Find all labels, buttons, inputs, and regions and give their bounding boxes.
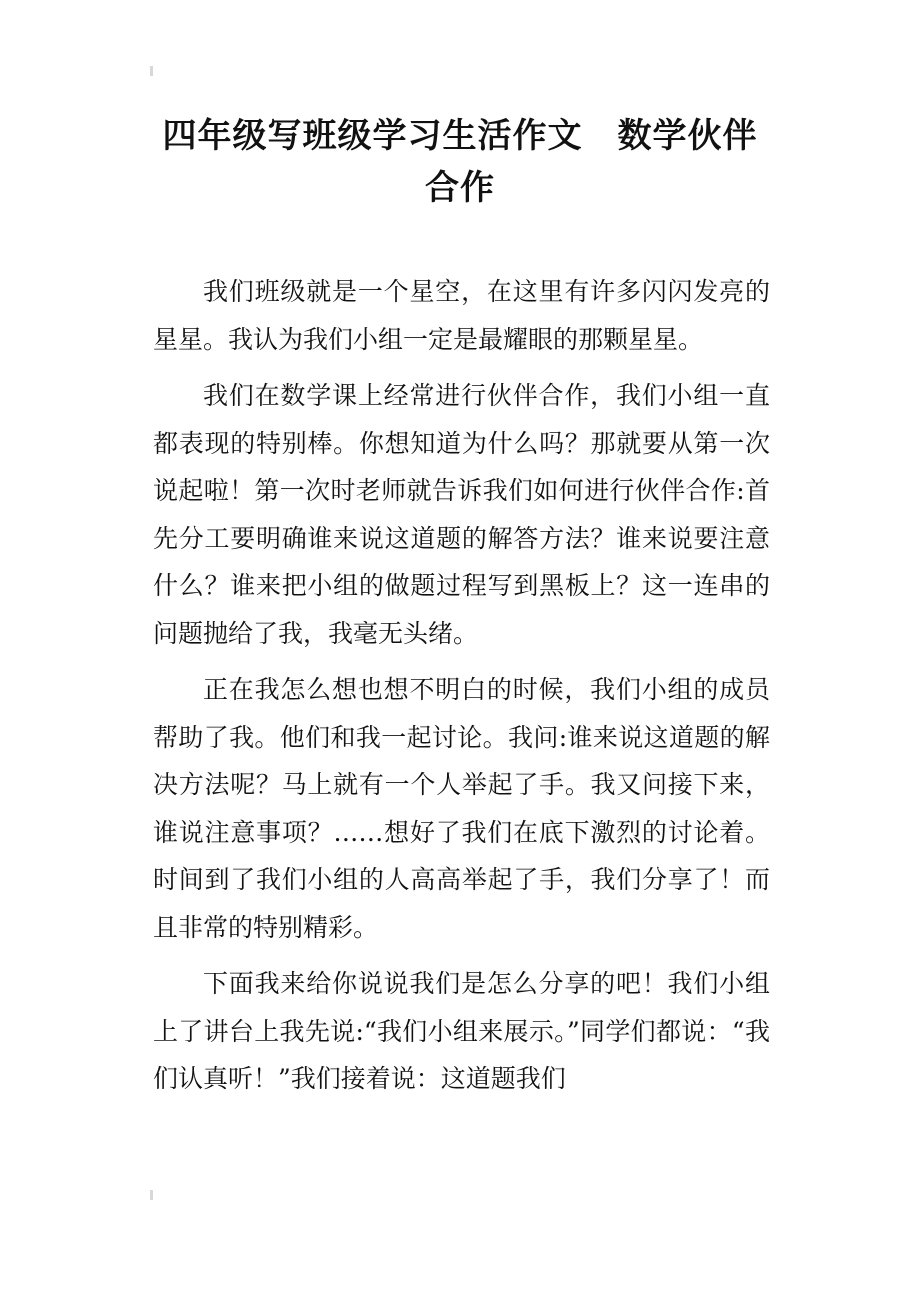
paragraph-2: 我们在数学课上经常进行伙伴合作，我们小组一直都表现的特别棒。你想知道为什么吗？那就要从第一次说起啦！第一次时老师就告诉我们如何进行伙伴合作:首先分工要明确谁来说这道题的解答方法？谁来说要注意什么？谁来把小组的做题过程写到黑板上？这一连串的问题抛给了我，我毫无头绪。 (153, 381, 770, 648)
paragraph-1: 我们班级就是一个星空，在这里有许多闪闪发亮的星星。我认为我们小组一定是最耀眼的那颗星星。 (153, 277, 770, 354)
corner-mark (150, 1190, 153, 1200)
page-title: 四年级写班级学习生活作文 数学伙伴合作 (162, 116, 758, 208)
article-body (153, 268, 770, 1112)
corner-mark (150, 66, 153, 76)
paragraph-4: 下面我来给你说说我们是怎么分享的吧！我们小组上了讲台上我先说:“我们小组来展示。”同学们都说：“我们认真听！”我们接着说：这道题我们 (153, 969, 770, 1093)
paragraph-3: 正在我怎么想也想不明白的时候，我们小组的成员帮助了我。他们和我一起讨论。我问:谁来说这道题的解决方法呢？马上就有一个人举起了手。我又问接下来，谁说注意事项？……想好了我们在底下激烈的讨论着。时间到了我们小组的人高高举起了手，我们分享了！而且非常的特别精彩。 (153, 675, 770, 942)
